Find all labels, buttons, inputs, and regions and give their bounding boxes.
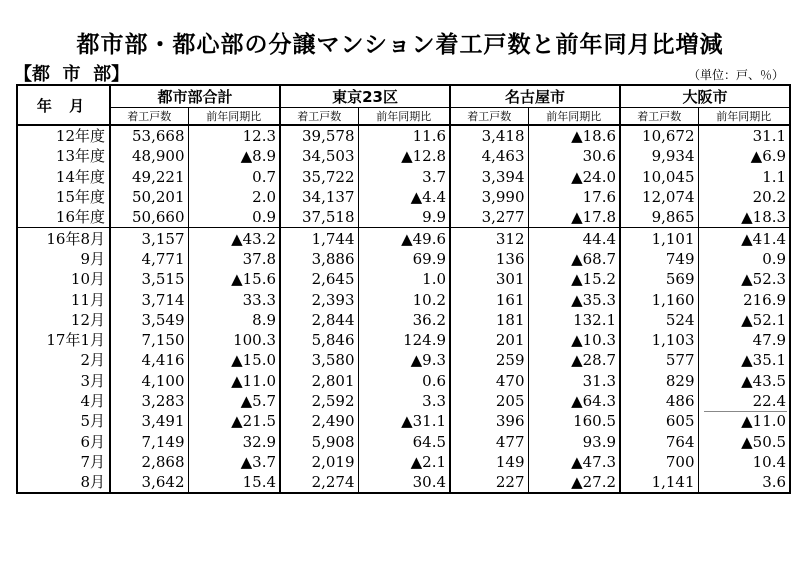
yoy-cell: 37.8 <box>188 249 280 269</box>
yoy-cell: ▲4.4 <box>358 187 450 207</box>
yoy-cell: ▲17.8 <box>528 207 620 228</box>
yoy-cell: ▲43.2 <box>188 228 280 249</box>
row-header: 年 月 <box>17 85 110 125</box>
starts-cell: 477 <box>450 431 528 451</box>
yoy-cell: 10.4 <box>698 452 790 472</box>
row-label: 16年度 <box>17 207 110 228</box>
yoy-cell: 32.9 <box>188 431 280 451</box>
table-row <box>17 350 790 370</box>
yoy-cell: 15.4 <box>188 472 280 493</box>
starts-cell: 3,886 <box>280 249 358 269</box>
yoy-cell: 100.3 <box>188 330 280 350</box>
row-label: 11月 <box>70 290 105 309</box>
yoy-cell: ▲52.3 <box>698 269 790 289</box>
starts-cell: 312 <box>450 228 528 249</box>
starts-cell: 2,645 <box>280 269 358 289</box>
starts-cell: 4,771 <box>110 249 188 269</box>
yoy-cell: 31.1 <box>698 125 790 146</box>
starts-cell: 1,160 <box>620 289 698 309</box>
starts-cell: 39,578 <box>280 125 358 146</box>
starts-cell: 5,908 <box>280 431 358 451</box>
yoy-cell: ▲35.1 <box>698 350 790 370</box>
starts-cell: 2,868 <box>110 452 188 472</box>
yoy-cell: ▲15.2 <box>528 269 620 289</box>
table-row <box>17 187 790 207</box>
table-row <box>17 371 790 391</box>
starts-cell: 764 <box>620 431 698 451</box>
subheader-row <box>17 108 790 126</box>
table-row <box>17 269 790 289</box>
table-row <box>17 125 790 146</box>
starts-cell: 1,103 <box>620 330 698 350</box>
yoy-cell: 33.3 <box>188 289 280 309</box>
starts-cell: 35,722 <box>280 167 358 187</box>
starts-cell: 569 <box>620 269 698 289</box>
starts-cell: 829 <box>620 371 698 391</box>
starts-cell: 161 <box>450 289 528 309</box>
row-label: 14年度 <box>55 167 105 186</box>
row-label: 13年度 <box>55 147 105 166</box>
starts-cell: 396 <box>450 411 528 431</box>
region-header-urban-total: 都市部合計 <box>110 85 280 108</box>
yoy-cell: 0.7 <box>188 167 280 187</box>
yoy-cell: 31.3 <box>528 371 620 391</box>
yoy-cell: 2.0 <box>188 187 280 207</box>
unit-note: （単位：戸、％） <box>687 68 784 82</box>
yoy-cell: 47.9 <box>698 330 790 350</box>
table-row <box>17 310 790 330</box>
table-row <box>17 167 790 187</box>
row-label: 9月 <box>80 249 105 268</box>
yoy-cell: ▲47.3 <box>528 452 620 472</box>
starts-cell: 2,393 <box>280 289 358 309</box>
yoy-cell: 8.9 <box>188 310 280 330</box>
starts-cell: 49,221 <box>110 167 188 187</box>
subheader-starts: 着工戸数 <box>450 108 528 126</box>
row-label: 5月 <box>80 412 105 431</box>
yoy-cell: ▲6.9 <box>698 146 790 166</box>
yoy-cell: 30.4 <box>358 472 450 493</box>
housing-starts-table <box>16 84 791 494</box>
yoy-cell: 11.6 <box>358 125 450 146</box>
row-label: 12年度 <box>55 127 105 146</box>
starts-cell: 37,518 <box>280 207 358 228</box>
starts-cell: 1,101 <box>620 228 698 249</box>
yoy-cell: ▲31.1 <box>358 411 450 431</box>
starts-cell: 3,990 <box>450 187 528 207</box>
row-label: 2月 <box>80 351 105 370</box>
yoy-cell: ▲24.0 <box>528 167 620 187</box>
starts-cell: 4,416 <box>110 350 188 370</box>
yoy-cell: ▲2.1 <box>358 452 450 472</box>
yoy-cell: ▲8.9 <box>188 146 280 166</box>
table-body <box>17 125 790 493</box>
starts-cell: 50,201 <box>110 187 188 207</box>
starts-cell: 2,019 <box>280 452 358 472</box>
yoy-cell: ▲18.6 <box>528 125 620 146</box>
subheader-yoy: 前年同期比 <box>528 108 620 126</box>
yoy-cell: ▲50.5 <box>698 431 790 451</box>
starts-cell: 749 <box>620 249 698 269</box>
starts-cell: 205 <box>450 391 528 411</box>
yoy-cell: ▲52.1 <box>698 310 790 330</box>
starts-cell: 7,150 <box>110 330 188 350</box>
starts-cell: 3,580 <box>280 350 358 370</box>
row-label: 15年度 <box>55 188 105 207</box>
starts-cell: 9,934 <box>620 146 698 166</box>
yoy-cell: ▲49.6 <box>358 228 450 249</box>
starts-cell: 10,672 <box>620 125 698 146</box>
row-label: 6月 <box>80 432 105 451</box>
starts-cell: 4,463 <box>450 146 528 166</box>
yoy-cell: 3.6 <box>698 472 790 493</box>
yoy-cell: 69.9 <box>358 249 450 269</box>
yoy-cell: ▲43.5 <box>698 371 790 391</box>
starts-cell: 1,141 <box>620 472 698 493</box>
yoy-cell: 216.9 <box>698 289 790 309</box>
yoy-cell: 1.1 <box>698 167 790 187</box>
starts-cell: 5,846 <box>280 330 358 350</box>
starts-cell: 3,277 <box>450 207 528 228</box>
yoy-cell: ▲41.4 <box>698 228 790 249</box>
starts-cell: 605 <box>620 411 698 431</box>
starts-cell: 301 <box>450 269 528 289</box>
yoy-cell: 160.5 <box>528 411 620 431</box>
starts-cell: 4,100 <box>110 371 188 391</box>
starts-cell: 470 <box>450 371 528 391</box>
starts-cell: 34,137 <box>280 187 358 207</box>
subheader-starts: 着工戸数 <box>620 108 698 126</box>
starts-cell: 2,844 <box>280 310 358 330</box>
starts-cell: 259 <box>450 350 528 370</box>
subheader-yoy: 前年同期比 <box>698 108 790 126</box>
starts-cell: 227 <box>450 472 528 493</box>
yoy-cell: ▲3.7 <box>188 452 280 472</box>
yoy-cell: 3.7 <box>358 167 450 187</box>
yoy-cell: ▲5.7 <box>188 391 280 411</box>
starts-cell: 48,900 <box>110 146 188 166</box>
page-title: 都市部・都心部の分譲マンション着工戸数と前年同月比増減 <box>76 32 724 58</box>
yoy-cell: 132.1 <box>528 310 620 330</box>
yoy-cell: 0.9 <box>698 249 790 269</box>
table-row <box>17 228 790 249</box>
subheader-yoy: 前年同期比 <box>188 108 280 126</box>
starts-cell: 2,592 <box>280 391 358 411</box>
table-row <box>17 207 790 228</box>
subheader-starts: 着工戸数 <box>280 108 358 126</box>
yoy-cell: ▲11.0 <box>698 411 790 431</box>
starts-cell: 700 <box>620 452 698 472</box>
starts-cell: 3,714 <box>110 289 188 309</box>
region-header-tokyo23: 東京23区 <box>280 85 450 108</box>
row-label: 17年1月 <box>46 331 105 350</box>
yoy-cell: ▲15.6 <box>188 269 280 289</box>
yoy-cell: ▲18.3 <box>698 207 790 228</box>
starts-cell: 3,549 <box>110 310 188 330</box>
starts-cell: 9,865 <box>620 207 698 228</box>
yoy-cell: ▲10.3 <box>528 330 620 350</box>
table-row <box>17 289 790 309</box>
yoy-cell: 44.4 <box>528 228 620 249</box>
yoy-cell: ▲35.3 <box>528 289 620 309</box>
yoy-cell: ▲28.7 <box>528 350 620 370</box>
starts-cell: 577 <box>620 350 698 370</box>
starts-cell: 10,045 <box>620 167 698 187</box>
table-row <box>17 452 790 472</box>
yoy-cell: ▲21.5 <box>188 411 280 431</box>
starts-cell: 1,744 <box>280 228 358 249</box>
starts-cell: 2,490 <box>280 411 358 431</box>
starts-cell: 3,394 <box>450 167 528 187</box>
starts-cell: 2,274 <box>280 472 358 493</box>
starts-cell: 201 <box>450 330 528 350</box>
row-label: 12月 <box>70 310 105 329</box>
starts-cell: 149 <box>450 452 528 472</box>
starts-cell: 3,418 <box>450 125 528 146</box>
yoy-cell: 9.9 <box>358 207 450 228</box>
starts-cell: 3,157 <box>110 228 188 249</box>
row-divider <box>704 411 787 412</box>
table-row <box>17 431 790 451</box>
row-label: 4月 <box>80 392 105 410</box>
starts-cell: 3,283 <box>110 391 188 411</box>
yoy-cell: 36.2 <box>358 310 450 330</box>
starts-cell: 3,491 <box>110 411 188 431</box>
yoy-cell: ▲68.7 <box>528 249 620 269</box>
starts-cell: 2,801 <box>280 371 358 391</box>
yoy-cell: 17.6 <box>528 187 620 207</box>
row-label: 8月 <box>80 473 105 492</box>
section-label: 【都 市 部】 <box>14 64 130 85</box>
yoy-cell: ▲12.8 <box>358 146 450 166</box>
table-row <box>17 330 790 350</box>
starts-cell: 524 <box>620 310 698 330</box>
row-label: 3月 <box>80 371 105 390</box>
yoy-cell: 12.3 <box>188 125 280 146</box>
yoy-cell: ▲27.2 <box>528 472 620 493</box>
starts-cell: 34,503 <box>280 146 358 166</box>
yoy-cell: 30.6 <box>528 146 620 166</box>
starts-cell: 3,642 <box>110 472 188 493</box>
region-header-osaka: 大阪市 <box>620 85 790 108</box>
table-row <box>17 249 790 269</box>
yoy-cell: 93.9 <box>528 431 620 451</box>
subheader-starts: 着工戸数 <box>110 108 188 126</box>
yoy-cell: ▲15.0 <box>188 350 280 370</box>
yoy-cell: ▲64.3 <box>528 391 620 411</box>
yoy-cell: 0.6 <box>358 371 450 391</box>
yoy-cell: ▲11.0 <box>188 371 280 391</box>
table-row <box>17 391 790 411</box>
yoy-cell: 22.4 <box>698 391 790 411</box>
starts-cell: 486 <box>620 391 698 411</box>
region-header-nagoya: 名古屋市 <box>450 85 620 108</box>
subheader-yoy: 前年同期比 <box>358 108 450 126</box>
row-label: 10月 <box>70 270 105 289</box>
yoy-cell: 3.3 <box>358 391 450 411</box>
region-header-row <box>17 85 790 108</box>
starts-cell: 12,074 <box>620 187 698 207</box>
row-label: 7月 <box>80 452 105 471</box>
starts-cell: 50,660 <box>110 207 188 228</box>
starts-cell: 181 <box>450 310 528 330</box>
yoy-cell: 1.0 <box>358 269 450 289</box>
yoy-cell: ▲9.3 <box>358 350 450 370</box>
row-label: 16年8月 <box>46 229 105 248</box>
starts-cell: 7,149 <box>110 431 188 451</box>
table-row <box>17 146 790 166</box>
table-row <box>17 411 790 431</box>
yoy-cell: 10.2 <box>358 289 450 309</box>
yoy-cell: 64.5 <box>358 431 450 451</box>
starts-cell: 136 <box>450 249 528 269</box>
yoy-cell: 20.2 <box>698 187 790 207</box>
yoy-cell: 124.9 <box>358 330 450 350</box>
table-row <box>17 472 790 493</box>
starts-cell: 53,668 <box>110 125 188 146</box>
starts-cell: 3,515 <box>110 269 188 289</box>
yoy-cell: 0.9 <box>188 207 280 228</box>
